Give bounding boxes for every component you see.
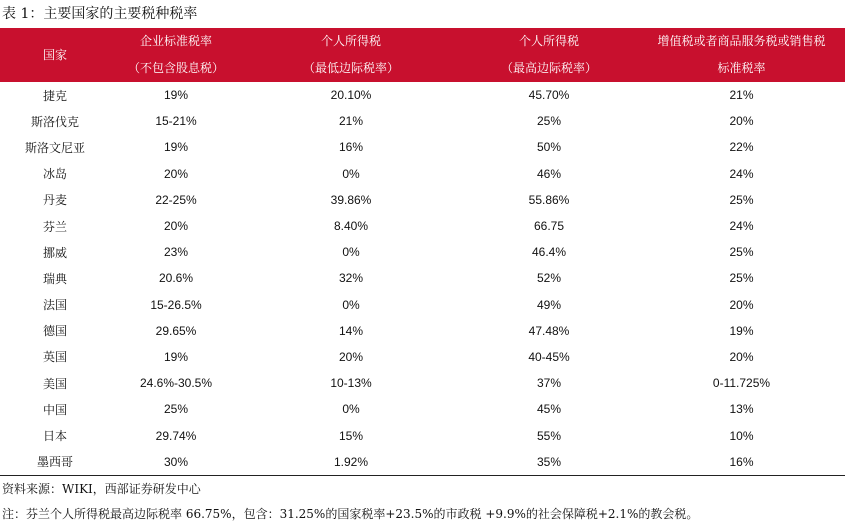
cell-country: 日本: [42, 429, 67, 444]
cell-vat-rate: 10%: [729, 428, 754, 443]
cell-country: 美国: [42, 376, 67, 391]
cell-vat-rate: 20%: [729, 349, 754, 364]
cell-country: 芬兰: [42, 219, 67, 234]
table-header-row: [0, 28, 845, 82]
table-row: [0, 292, 845, 318]
header-vat-rate: 增值税或者商品服务税或销售税 标准税率: [638, 28, 845, 82]
cell-income-tax-max: 49%: [536, 297, 562, 312]
cell-country: 英国: [42, 350, 67, 365]
cell-income-tax-max: 46%: [536, 166, 562, 181]
cell-country: 捷克: [42, 88, 67, 103]
cell-income-tax-max: 35%: [460, 449, 638, 476]
cell-income-tax-min: 20.10%: [330, 88, 372, 103]
header-income-tax-min: 个人所得税 （最低边际税率）: [242, 28, 460, 82]
cell-income-tax-min: 21%: [338, 114, 364, 129]
table-row: [0, 108, 845, 134]
cell-corporate-rate: 29.65%: [155, 323, 197, 338]
cell-income-tax-min: 10-13%: [330, 376, 372, 391]
cell-income-tax-min: 1.92%: [242, 449, 460, 476]
cell-country: 法国: [42, 298, 67, 313]
cell-vat-rate: 19%: [729, 323, 754, 338]
cell-income-tax-max: 45%: [536, 402, 562, 417]
cell-income-tax-min: 14%: [338, 323, 364, 338]
cell-vat-rate: 25%: [729, 245, 754, 260]
cell-corporate-rate: 24.6%-30.5%: [139, 376, 213, 391]
cell-vat-rate: 20%: [729, 297, 754, 312]
cell-corporate-rate: 20%: [163, 166, 189, 181]
cell-income-tax-min: 32%: [338, 271, 364, 286]
cell-corporate-rate: 19%: [163, 349, 189, 364]
cell-vat-rate: 21%: [729, 88, 754, 103]
cell-income-tax-max: 47.48%: [528, 323, 570, 338]
footnote: 注：芬兰个人所得税最高边际税率 66.75%，包含：31.25%的国家税率+23.5%的市政税 +9.9%的社会保障税+2.1%的教会税。: [2, 507, 699, 521]
header-country: 国家: [0, 28, 110, 82]
cell-corporate-rate: 29.74%: [155, 428, 197, 443]
table-title: 表 1：主要国家的主要税种税率: [2, 6, 198, 22]
cell-income-tax-max: 25%: [536, 114, 562, 129]
cell-income-tax-min: 0%: [342, 245, 360, 260]
cell-country: 斯洛伐克: [30, 114, 79, 129]
cell-income-tax-min: 0%: [342, 402, 360, 417]
table-row: [0, 213, 845, 239]
table-row: [0, 344, 845, 370]
cell-country: 斯洛文尼亚: [24, 140, 85, 155]
cell-country: 挪威: [42, 245, 67, 260]
cell-vat-rate: 13%: [729, 402, 754, 417]
table-row: [0, 134, 845, 160]
cell-vat-rate: 0-11.725%: [712, 376, 771, 391]
cell-corporate-rate: 15-21%: [155, 114, 197, 129]
cell-income-tax-min: 20%: [338, 349, 364, 364]
cell-income-tax-min: 0%: [342, 297, 360, 312]
cell-income-tax-max: 45.70%: [528, 88, 570, 103]
cell-country: 丹麦: [42, 193, 67, 208]
cell-country: 中国: [42, 402, 67, 417]
cell-corporate-rate: 15-26.5%: [150, 297, 202, 312]
cell-income-tax-max: 52%: [536, 271, 562, 286]
cell-vat-rate: 20%: [729, 114, 754, 129]
table-row: [0, 82, 845, 108]
table-row: [0, 161, 845, 187]
cell-vat-rate: 25%: [729, 271, 754, 286]
cell-country: 德国: [42, 324, 67, 339]
table-row: [0, 187, 845, 213]
table-row: [0, 422, 845, 448]
table-row: [0, 239, 845, 265]
cell-income-tax-max: 50%: [536, 140, 562, 155]
cell-corporate-rate: 20%: [163, 219, 189, 234]
cell-country: 瑞典: [42, 271, 67, 286]
cell-vat-rate: 16%: [638, 449, 845, 476]
cell-vat-rate: 24%: [729, 219, 754, 234]
header-income-tax-max: 个人所得税 （最高边际税率）: [460, 28, 638, 82]
table-row: [0, 449, 845, 476]
cell-corporate-rate: 19%: [163, 88, 189, 103]
source-note: 资料来源：WIKI，西部证券研发中心: [2, 482, 201, 496]
cell-income-tax-min: 15%: [338, 428, 364, 443]
cell-income-tax-max: 37%: [536, 376, 562, 391]
table-row: [0, 370, 845, 396]
cell-income-tax-min: 39.86%: [330, 192, 372, 207]
cell-country: 墨西哥: [0, 449, 110, 476]
cell-corporate-rate: 30%: [110, 449, 242, 476]
cell-income-tax-max: 55.86%: [528, 192, 570, 207]
cell-vat-rate: 24%: [729, 166, 754, 181]
cell-corporate-rate: 23%: [163, 245, 189, 260]
cell-corporate-rate: 19%: [163, 140, 189, 155]
cell-income-tax-min: 16%: [338, 140, 364, 155]
cell-vat-rate: 22%: [729, 140, 754, 155]
table-row: [0, 265, 845, 291]
table-row: [0, 396, 845, 422]
cell-income-tax-min: 8.40%: [333, 219, 369, 234]
cell-income-tax-max: 46.4%: [531, 245, 567, 260]
cell-country: 冰岛: [42, 167, 67, 182]
table-row: [0, 318, 845, 344]
header-corporate-rate: 企业标准税率 （不包含股息税）: [110, 28, 242, 82]
cell-income-tax-max: 40-45%: [528, 349, 570, 364]
cell-income-tax-max: 66.75: [533, 219, 565, 234]
cell-income-tax-max: 55%: [536, 428, 562, 443]
cell-income-tax-min: 0%: [342, 166, 360, 181]
cell-corporate-rate: 22-25%: [155, 192, 197, 207]
tax-rate-table: [0, 28, 845, 476]
cell-vat-rate: 25%: [729, 192, 754, 207]
cell-corporate-rate: 20.6%: [158, 271, 194, 286]
cell-corporate-rate: 25%: [163, 402, 189, 417]
